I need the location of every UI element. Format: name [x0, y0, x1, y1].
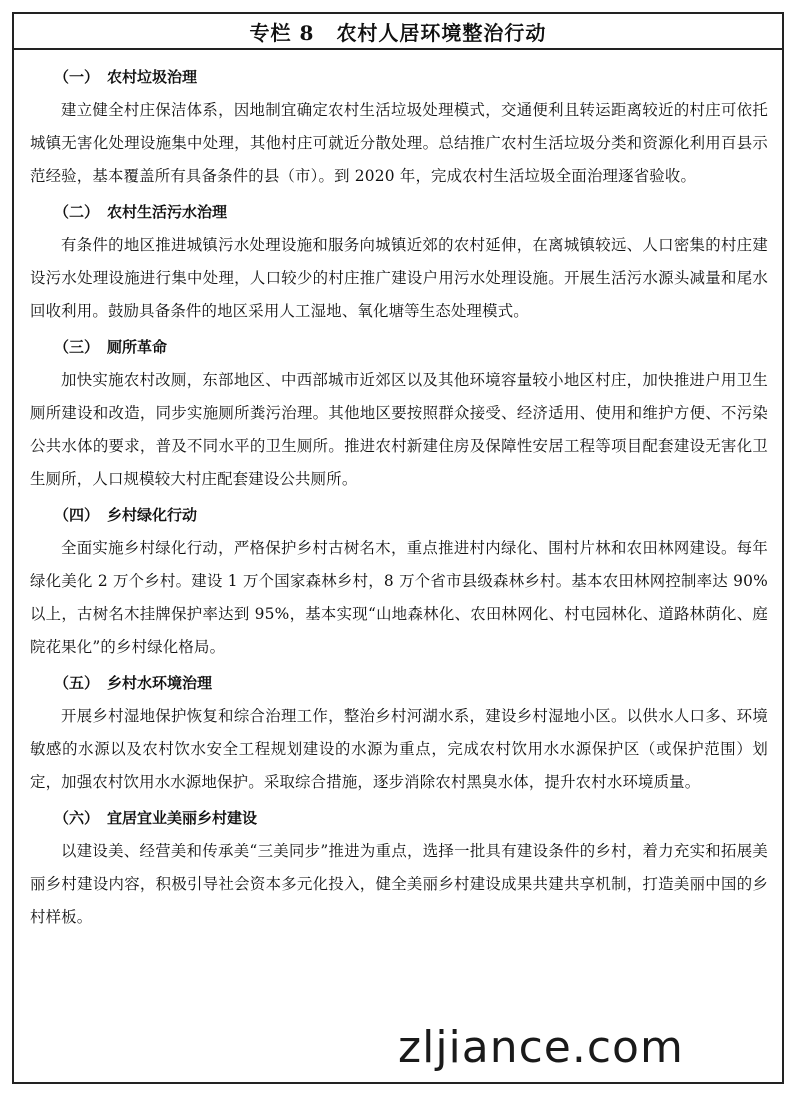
- section: [30, 671, 768, 799]
- section: [30, 503, 768, 664]
- section: [30, 335, 768, 496]
- section-heading: [54, 200, 768, 224]
- section: [30, 65, 768, 193]
- section-number: （三）: [54, 338, 100, 356]
- section: [30, 806, 768, 934]
- column-label: 专栏 8: [249, 20, 315, 45]
- box-title: 农村人居环境整治行动: [336, 20, 547, 45]
- section-number: （一）: [54, 68, 100, 86]
- section-title: 乡村绿化行动: [107, 506, 198, 524]
- section-number: （二）: [54, 203, 100, 221]
- section-title: 乡村水环境治理: [107, 674, 213, 692]
- box-title-bar: [14, 14, 782, 50]
- section-heading: [54, 671, 768, 695]
- section-paragraph: 以建设美、经营美和传承美“三美同步”推进为重点，选择一批具有建设条件的乡村，着力充实和拓展美丽乡村建设内容，积极引导社会资本多元化投入，健全美丽乡村建设成果共建共享机制，打造美丽中国的乡村样板。: [30, 842, 768, 926]
- section-number: （四）: [54, 506, 100, 524]
- feature-box: [12, 12, 784, 1084]
- section-paragraph: 建立健全村庄保洁体系，因地制宜确定农村生活垃圾处理模式，交通便利且转运距离较近的村庄可依托城镇无害化处理设施集中处理，其他村庄可就近分散处理。总结推广农村生活垃圾分类和资源化利用百县示范经验，基本覆盖所有具备条件的县（市）。到 2020 年，完成农村生活垃圾全面治理逐省验收。: [30, 101, 768, 185]
- section-paragraph: 开展乡村湿地保护恢复和综合治理工作，整治乡村河湖水系，建设乡村湿地小区。以供水人口多、环境敏感的水源以及农村饮水安全工程规划建设的水源为重点，完成农村饮用水水源保护区（或保护范围）划定，加强农村饮用水水源地保护。采取综合措施，逐步消除农村黑臭水体，提升农村水环境质量。: [30, 707, 768, 791]
- section-number: （五）: [54, 674, 100, 692]
- section-title: 农村垃圾治理: [107, 68, 198, 86]
- section-title: 农村生活污水治理: [107, 203, 228, 221]
- section-heading: [54, 503, 768, 527]
- section-heading: [54, 806, 768, 830]
- section-heading: [54, 335, 768, 359]
- section-heading: [54, 65, 768, 89]
- section-title: 厕所革命: [107, 338, 168, 356]
- section-number: （六）: [54, 809, 100, 827]
- section-paragraph: 加快实施农村改厕，东部地区、中西部城市近郊区以及其他环境容量较小地区村庄，加快推进户用卫生厕所建设和改造，同步实施厕所粪污治理。其他地区要按照群众接受、经济适用、使用和维护方便、不污染公共水体的要求，普及不同水平的卫生厕所。推进农村新建住房及保障性安居工程等项目配套建设无害化卫生厕所，人口规模较大村庄配套建设公共厕所。: [30, 371, 768, 488]
- section-paragraph: 有条件的地区推进城镇污水处理设施和服务向城镇近郊的农村延伸，在离城镇较远、人口密集的村庄建设污水处理设施进行集中处理，人口较少的村庄推广建设户用污水处理设施。开展生活污水源头减量和尾水回收利用。鼓励具备条件的地区采用人工湿地、氧化塘等生态处理模式。: [30, 236, 768, 320]
- site-watermark: zljiance.com: [398, 1022, 684, 1073]
- section-title: 宜居宜业美丽乡村建设: [107, 809, 258, 827]
- box-content: [14, 50, 782, 934]
- section-paragraph: 全面实施乡村绿化行动，严格保护乡村古树名木，重点推进村内绿化、围村片林和农田林网建设。每年绿化美化 2 万个乡村。建设 1 万个国家森林乡村，8 万个省市县级森林乡村。基本农田林网控制率达 90% 以上，古树名木挂牌保护率达到 95%，基本实现“山地森林化、农田林网化、村屯园林化、道路林荫化、庭院花果化”的乡村绿化格局。: [30, 539, 768, 656]
- section: [30, 200, 768, 328]
